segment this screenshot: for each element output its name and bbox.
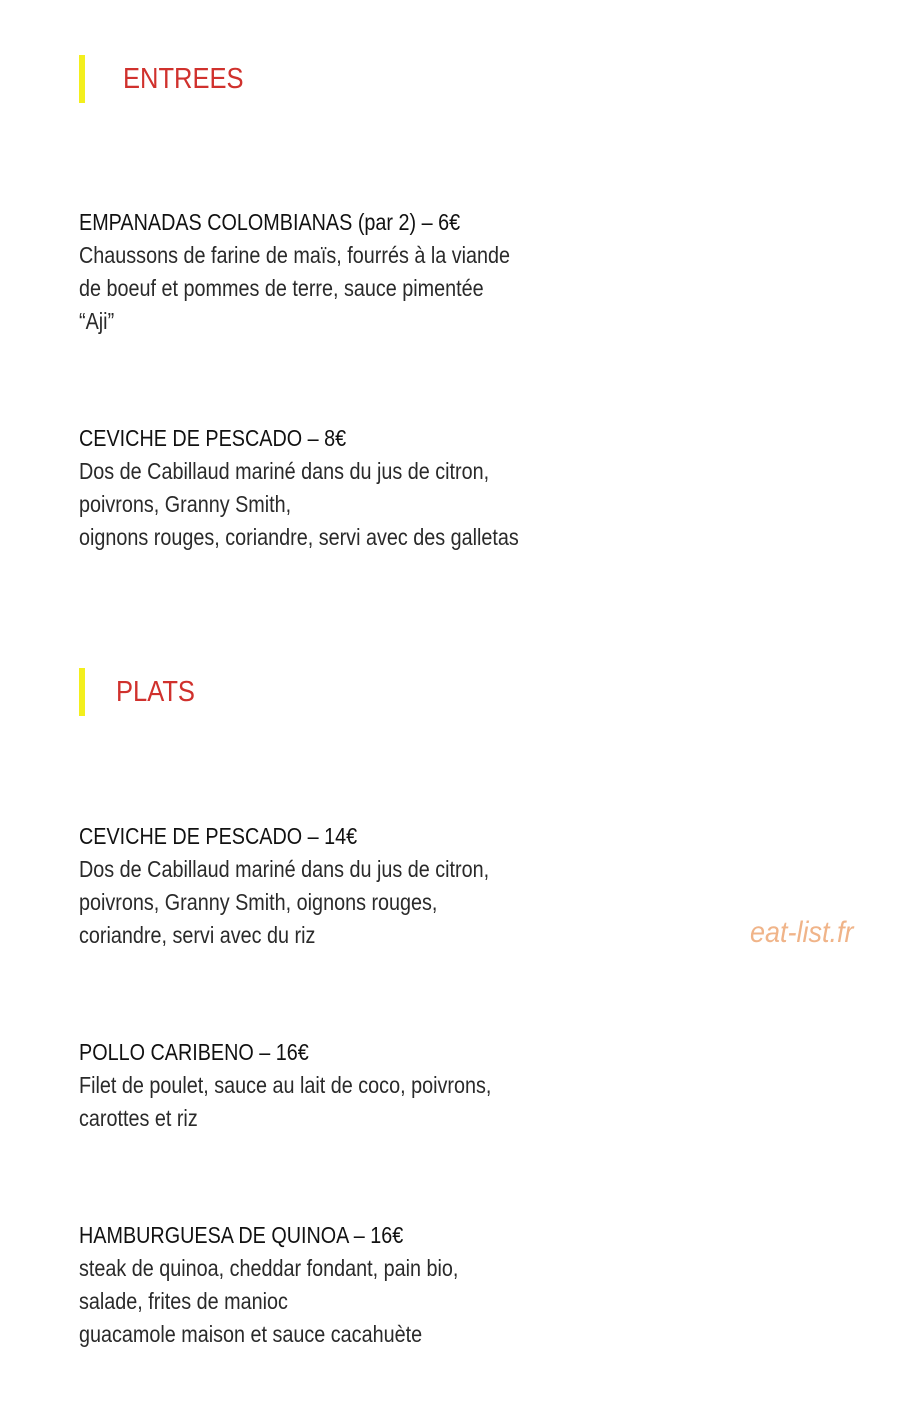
dish-description-line: Dos de Cabillaud mariné dans du jus de citron, <box>79 856 490 882</box>
dish-description-line: salade, frites de manioc <box>79 1288 288 1314</box>
dish-description-line: Chaussons de farine de maïs, fourrés à la viande <box>79 242 511 268</box>
section-title: ENTREES <box>123 63 244 95</box>
dish-name: CEVICHE DE PESCADO – 8€ <box>79 425 347 451</box>
dish-description-line: steak de quinoa, cheddar fondant, pain bio, <box>79 1255 459 1281</box>
section-title: PLATS <box>116 676 195 708</box>
dish-item <box>79 1036 639 1135</box>
dish-description-line: “Aji” <box>79 308 115 334</box>
dish-item <box>79 422 639 554</box>
dish-description-line: Dos de Cabillaud mariné dans du jus de citron, <box>79 458 490 484</box>
dish-description-line: carottes et riz <box>79 1105 198 1131</box>
dish-item <box>79 206 639 338</box>
dish-description-line: oignons rouges, coriandre, servi avec des galletas <box>79 524 519 550</box>
dish-description-line: poivrons, Granny Smith, oignons rouges, <box>79 889 438 915</box>
dish-item <box>79 1219 639 1351</box>
dish-description-line: de boeuf et pommes de terre, sauce pimentée <box>79 275 484 301</box>
section-accent-bar <box>79 668 85 716</box>
dish-description-line: guacamole maison et sauce cacahuète <box>79 1321 423 1347</box>
dish-name: POLLO CARIBENO – 16€ <box>79 1039 309 1065</box>
watermark: eat-list.fr <box>750 916 854 949</box>
dish-description-line: coriandre, servi avec du riz <box>79 922 316 948</box>
dish-name: CEVICHE DE PESCADO – 14€ <box>79 823 358 849</box>
section-accent-bar <box>79 55 85 103</box>
dish-name: HAMBURGUESA DE QUINOA – 16€ <box>79 1222 404 1248</box>
dish-item <box>79 820 639 952</box>
dish-description-line: poivrons, Granny Smith, <box>79 491 292 517</box>
dish-name: EMPANADAS COLOMBIANAS (par 2) – 6€ <box>79 209 461 235</box>
dish-description-line: Filet de poulet, sauce au lait de coco, poivrons, <box>79 1072 492 1098</box>
